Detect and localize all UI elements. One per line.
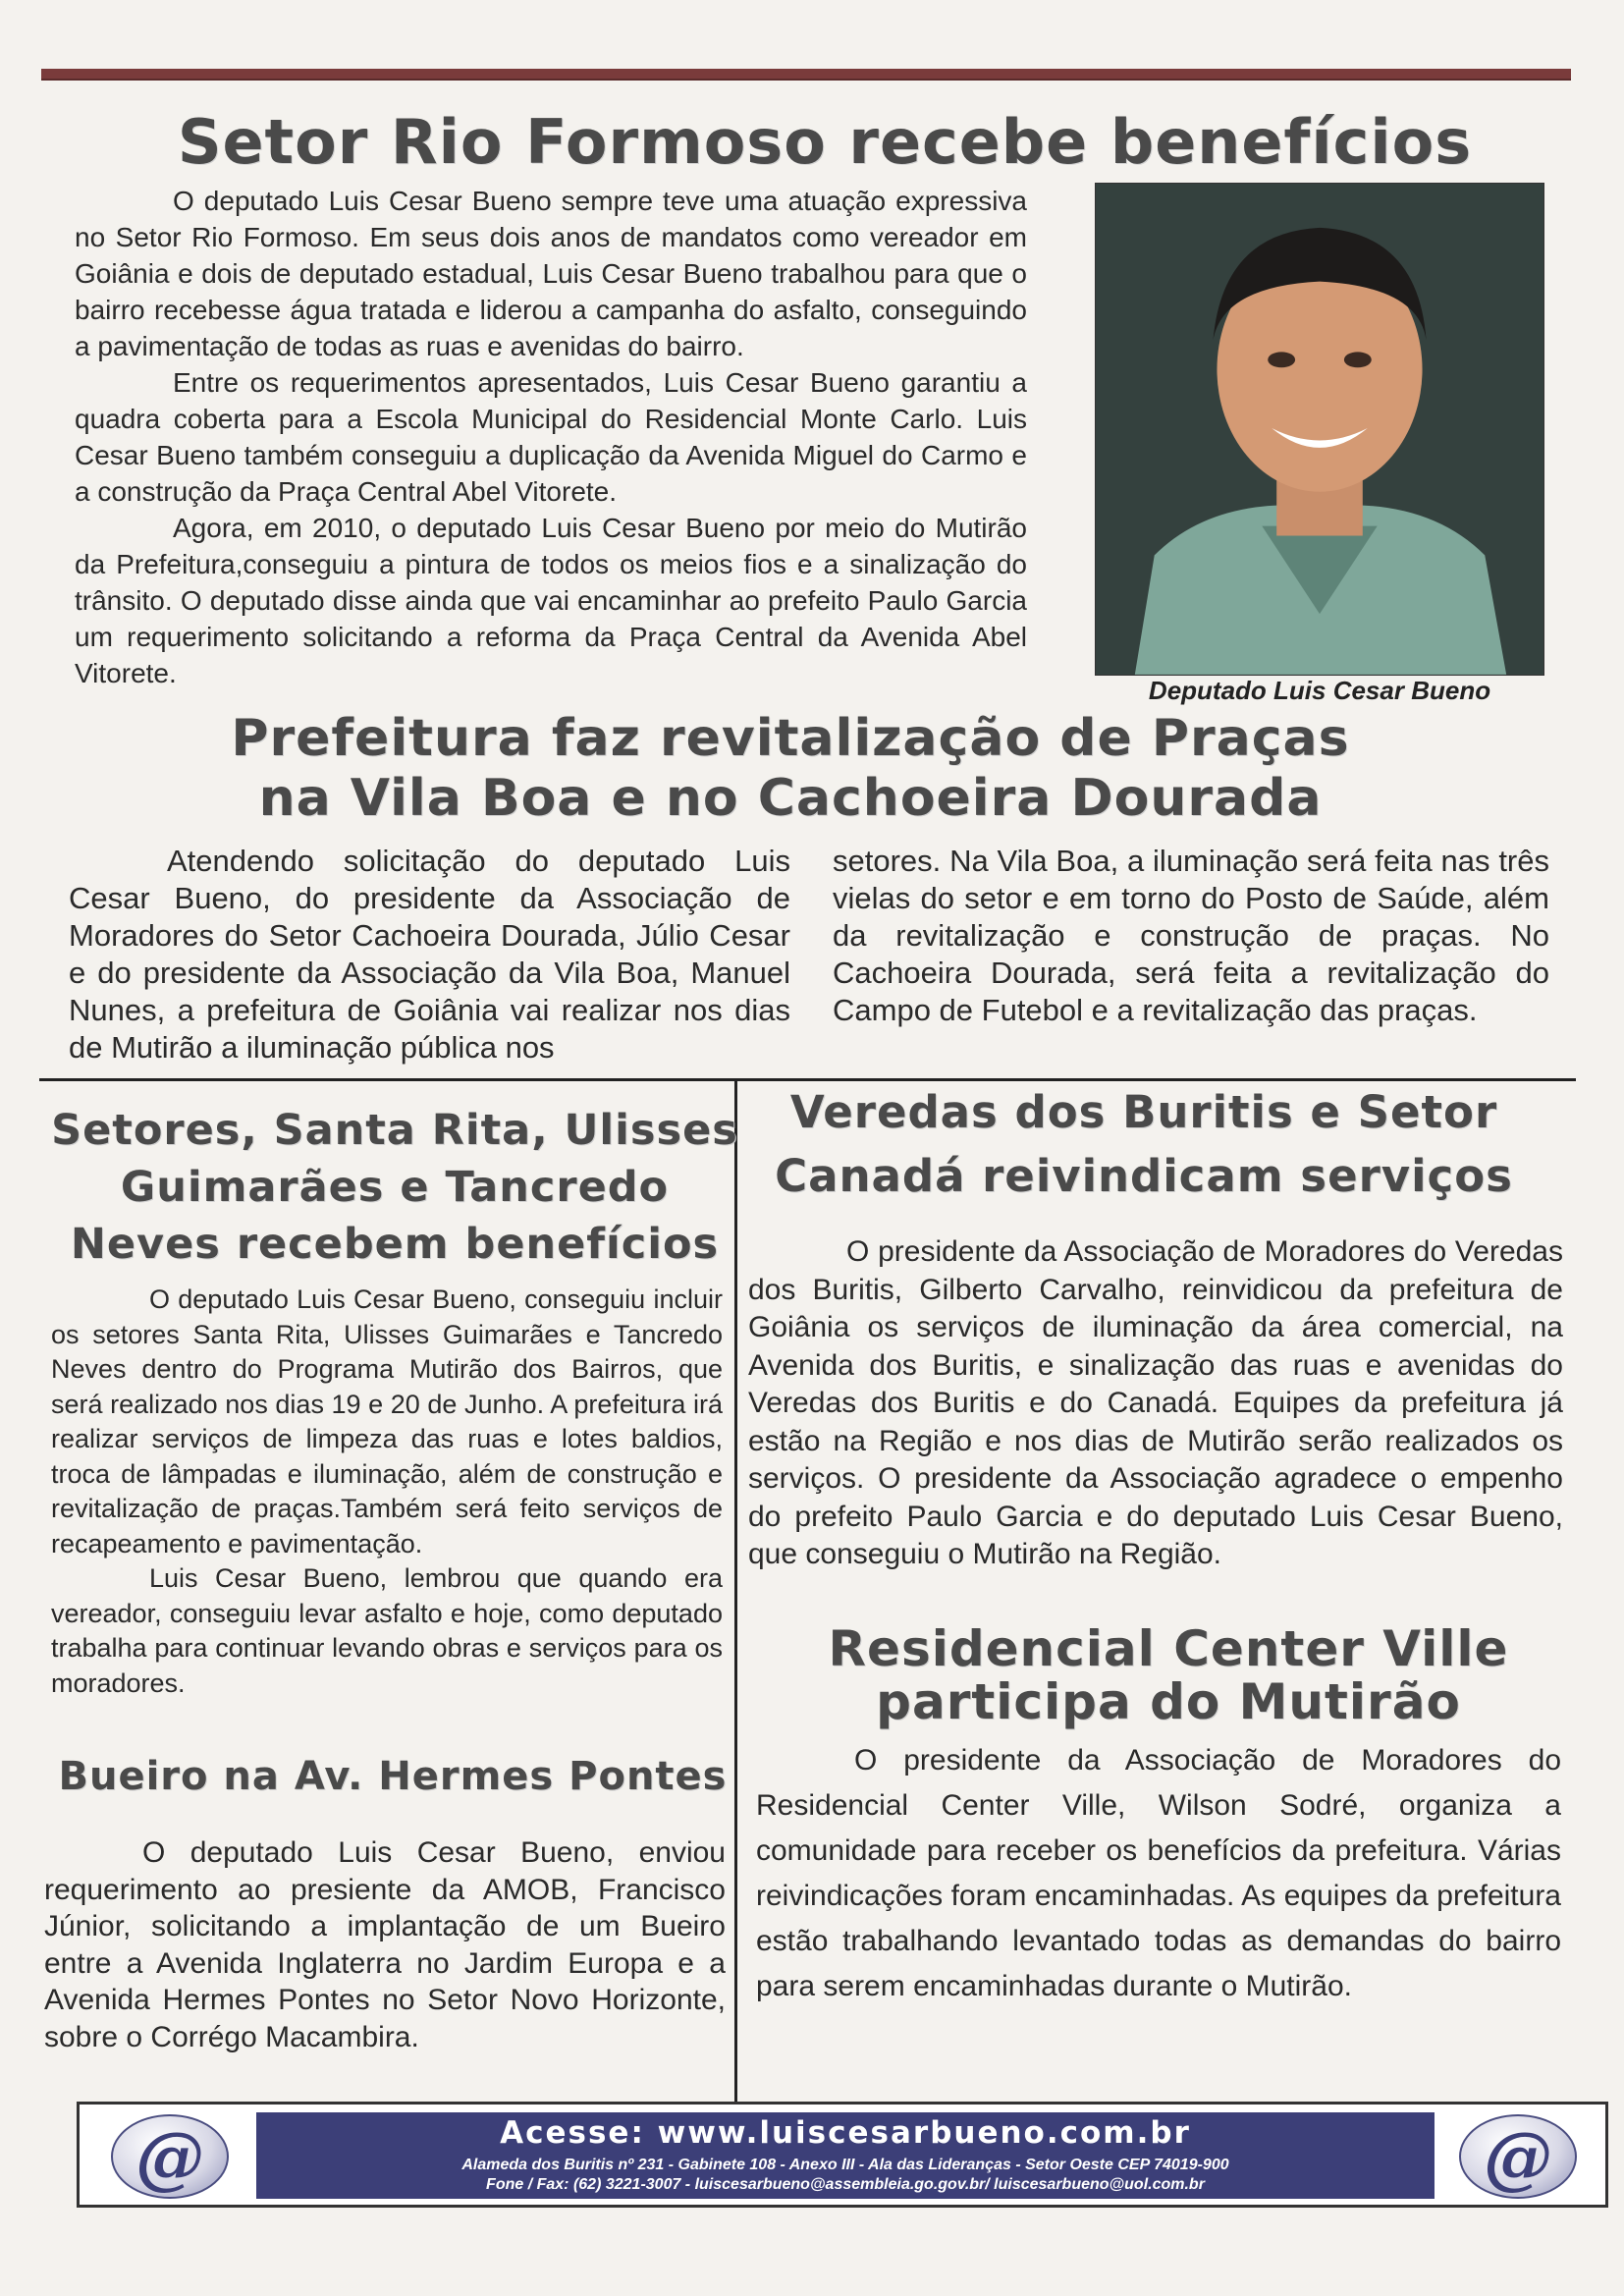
article4-title bbox=[748, 1080, 1540, 1209]
article6-title: Bueiro na Av. Hermes Pontes bbox=[58, 1754, 728, 1799]
article2-title-line-1: Prefeitura faz revitalização de Praças bbox=[231, 709, 1350, 768]
article5-title-line-1: Residencial Center Ville bbox=[828, 1620, 1509, 1677]
article3-title bbox=[51, 1102, 738, 1273]
article5-body bbox=[756, 1738, 1561, 2009]
article3-paragraph-2: Luis Cesar Bueno, lembrou que quando era vereador, conseguiu levar asfalto e hoje, como deputado trabalha para continuar levando obras e serviços para os moradores. bbox=[51, 1563, 723, 1698]
at-sign-icon: @ bbox=[111, 2114, 229, 2199]
article3-title-line-3: Neves recebem benefícios bbox=[70, 1220, 720, 1270]
article3-title-line-1: Setores, Santa Rita, Ulisses bbox=[51, 1106, 738, 1155]
article1-body bbox=[75, 183, 1066, 691]
article2-column-2: setores. Na Vila Boa, a iluminação será feita nas três vielas do setor e em torno do Posto de Saúde, além da revitalização e construção de praças. No Cachoeira Dourada, será feita a revitalização do Campo de Futebol e a revitalização das praças. bbox=[833, 844, 1549, 1027]
article6-paragraph: O deputado Luis Cesar Bueno, enviou requerimento ao presiente da AMOB, Francisco Júnior, solicitando a implantação de um Bueiro entre a Avenida Inglaterra no Jardim Europa e a Avenida Hermes Pontes no Setor Novo Horizonte, sobre o Corrégo Macambira. bbox=[44, 1836, 726, 2053]
article6-body bbox=[44, 1834, 726, 2055]
article3-body bbox=[51, 1283, 723, 1701]
footer-contact: Fone / Fax: (62) 3221-3007 - luiscesarbueno@assembleia.go.gov.br/ luiscesarbueno@uol.com.br bbox=[486, 2176, 1205, 2193]
article4-title-line-2: Canadá reivindicam serviços bbox=[775, 1150, 1513, 1203]
portrait-illustration bbox=[1096, 184, 1543, 675]
photo-caption: Deputado Luis Cesar Bueno bbox=[1148, 676, 1491, 705]
footer-banner bbox=[77, 2102, 1608, 2208]
article1-title: Setor Rio Formoso recebe benefícios bbox=[177, 106, 1473, 178]
article5-paragraph: O presidente da Associação de Moradores do Residencial Center Ville, Wilson Sodré, organiza a comunidade para receber os benefícios da prefeitura. Várias reivindicações foram encaminhadas. As equipes da prefeitura estão trabalhando levantado todas as demandas do bairro para serem encaminhadas durante o Mutirão. bbox=[756, 1744, 1561, 2002]
article3-title-line-2: Guimarães e Tancredo bbox=[120, 1163, 670, 1213]
website-link[interactable]: Acesse: www.luiscesarbueno.com.br bbox=[500, 2115, 1191, 2151]
top-rule bbox=[41, 69, 1571, 81]
at-sign-icon: @ bbox=[1459, 2114, 1577, 2199]
article4-title-line-1: Veredas dos Buritis e Setor bbox=[789, 1086, 1498, 1138]
footer-band bbox=[256, 2112, 1435, 2199]
article4-body bbox=[748, 1233, 1563, 1574]
article3-paragraph-1: O deputado Luis Cesar Bueno, conseguiu incluir os setores Santa Rita, Ulisses Guimarães e Tancredo Neves dentro do Programa Mutirão dos Bairros, que será realizado nos dias 19 e 20 de Junho. A prefeitura irá realizar serviços de limpeza das ruas e lotes baldios, troca de lâmpadas e iluminação, além de construção e revitalização de praças.Também será feito serviços de recapeamento e pavimentação. bbox=[51, 1285, 723, 1558]
article2-title-line-2: na Vila Boa e no Cachoeira Dourada bbox=[258, 769, 1323, 829]
article5-title bbox=[756, 1622, 1581, 1728]
article5-title-line-2: participa do Mutirão bbox=[876, 1673, 1461, 1730]
article1-paragraph-2: Entre os requerimentos apresentados, Luis Cesar Bueno garantiu a quadra coberta para a Escola Municipal do Residencial Monte Carlo. Luis Cesar Bueno também conseguiu a duplicação da Avenida Miguel do Carmo e a construção da Praça Central Abel Vitorete. bbox=[75, 367, 1027, 507]
footer-address: Alameda dos Buritis nº 231 - Gabinete 108 - Anexo III - Ala das Lideranças - Setor Oeste CEP 74019-900 bbox=[461, 2157, 1229, 2173]
deputy-photo bbox=[1095, 183, 1544, 676]
article2-column-1: Atendendo solicitação do deputado Luis Cesar Bueno, do presidente da Associação de Moradores do Setor Cachoeira Dourada, Júlio Cesar e do presidente da Associação da Vila Boa, Manuel Nunes, a prefeitura de Goiânia vai realizar nos dias de Mutirão a iluminação pública nos bbox=[69, 844, 790, 1065]
article1-paragraph-1: O deputado Luis Cesar Bueno sempre teve uma atuação expressiva no Setor Rio Formoso. Em seus dois anos de mandatos como vereador em Goiânia e dois de deputado estadual, Luis Cesar Bueno trabalhou para que o bairro recebesse água tratada e liderou a campanha do asfalto, conseguindo a pavimentação de todas as ruas e avenidas do bairro. bbox=[75, 186, 1027, 361]
article1-paragraph-3: Agora, em 2010, o deputado Luis Cesar Bueno por meio do Mutirão da Prefeitura,conseguiu a pintura de todos os meios fios e a sinalização do trânsito. O deputado disse ainda que vai encaminhar ao prefeito Paulo Garcia um requerimento solicitando a reforma da Praça Central da Avenida Abel Vitorete. bbox=[75, 513, 1027, 688]
article4-paragraph: O presidente da Associação de Moradores do Veredas dos Buritis, Gilberto Carvalho, reinvidicou da prefeitura de Goiânia os serviços de iluminação da área comercial, na Avenida dos Buritis, e sinalização das ruas e avenidas do Veredas dos Buritis e do Canadá. Equipes da prefeitura já estão na Região e nos dias de Mutirão serão realizados os serviços. O presidente da Associação agradece o empenho do prefeito Paulo Garcia e do deputado Luis Cesar Bueno, que conseguiu o Mutirão na Região. bbox=[748, 1235, 1563, 1570]
article2-title bbox=[79, 709, 1502, 830]
